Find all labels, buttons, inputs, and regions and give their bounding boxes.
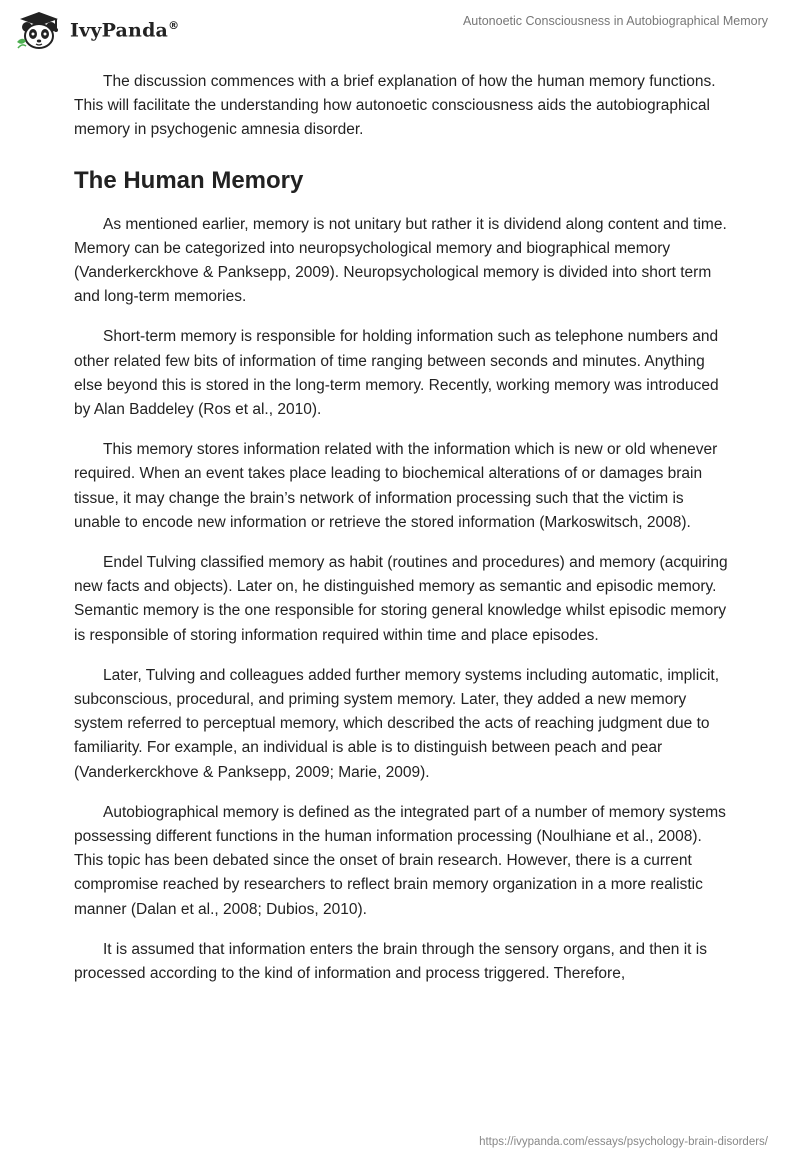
body-paragraph: Short-term memory is responsible for holding information such as telephone numbers and other related few bits of information of time ranging between seconds and minutes. Anything else beyond this is stored in the long-term memory. Recently, working memory was introduced by Alan Baddeley (Ros et al., 2010).: [74, 328, 719, 419]
body-paragraph: Later, Tulving and colleagues added further memory systems including automatic, implicit, subconscious, procedural, and priming system memory. Later, they added a new memory system referred to perceptual memory, which described the acts of reaching judgment due to familiarity. For example, an individual is able is to distinguish between peach and pear (Vanderkerckhove & Panksepp, 2009; Marie, 2009).: [74, 666, 719, 781]
panda-graduate-icon: [14, 10, 64, 50]
logo-text: IvyPanda: [70, 19, 169, 42]
body-paragraph: As mentioned earlier, memory is not unitary but rather it is dividend along content and time. Memory can be categorized into neuropsychological memory and biographical memory (Vanderkerckhove & Panksepp, 2009). Neuropsychological memory is divided into short term and long-term memories.: [74, 215, 727, 306]
body-paragraph: This memory stores information related with the information which is new or old whenever required. When an event takes place leading to biochemical alterations of or damages brain tissue, it may change the brain’s network of information processing such that the victim is unable to encode new information or retrieve the stored information (Markoswitsch, 2008).: [74, 441, 718, 531]
page-header: [0, 0, 800, 60]
essay-body: [74, 70, 728, 1002]
body-paragraph: Autobiographical memory is defined as the integrated part of a number of memory systems possessing different functions in the human information processing (Noulhiane et al., 2008). This topic has been debated since the onset of brain research. However, there is a current compromise reached by researchers to reflect brain memory organization in a more realistic manner (Dalan et al., 2008; Dubios, 2010).: [74, 803, 726, 918]
body-paragraph: Endel Tulving classified memory as habit (routines and procedures) and memory (acquiring new facts and objects). Later on, he distinguished memory as semantic and episodic memory. Semantic memory is the one responsible for storing general knowledge whilst episodic memory is responsible of storing information required within time and place episodes.: [74, 554, 728, 644]
logo-wordmark: [70, 19, 179, 41]
registered-mark: ®: [168, 18, 180, 32]
section-heading: The Human Memory: [74, 166, 304, 194]
running-title: Autonoetic Consciousness in Autobiographical Memory: [462, 14, 768, 28]
intro-paragraph: The discussion commences with a brief explanation of how the human memory functions. This will facilitate the understanding how autonoetic consciousness aids the autobiographical memory in psychogenic amnesia disorder.: [74, 73, 716, 139]
source-url[interactable]: https://ivypanda.com/essays/psychology-brain-disorders/: [479, 1136, 768, 1148]
body-paragraph: It is assumed that information enters the brain through the sensory organs, and then it is processed according to the kind of information and process triggered. Therefore,: [74, 940, 707, 983]
ivypanda-logo[interactable]: [14, 10, 179, 50]
